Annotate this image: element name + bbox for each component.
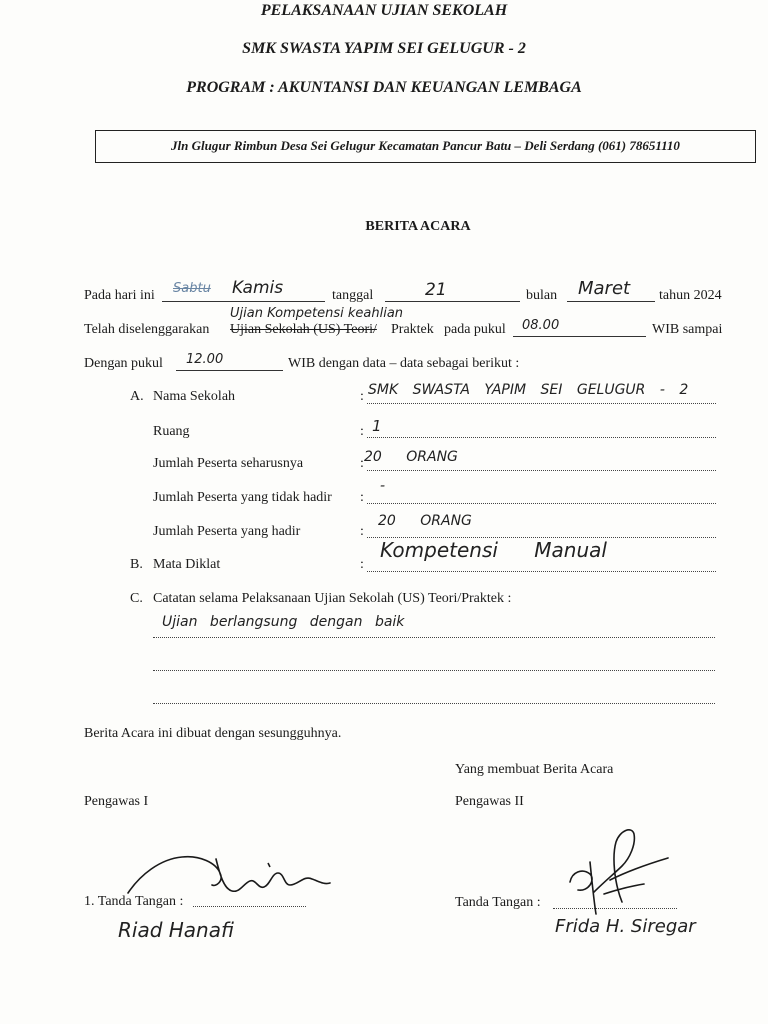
jenis-rest: Praktek xyxy=(391,322,434,337)
tanda-tangan-1-label: 1. Tanda Tangan : xyxy=(84,894,184,909)
ruang-value: 1 xyxy=(372,417,382,435)
hari-line xyxy=(162,301,325,302)
ruang-colon: : xyxy=(360,424,364,439)
jml-tidak-hadir-colon: : xyxy=(360,490,364,505)
catatan-dots-2 xyxy=(153,670,715,671)
tahun-label: tahun 2024 xyxy=(659,288,722,303)
mata-diklat-label: Mata Diklat xyxy=(153,557,221,572)
header-title-line3: PROGRAM : AKUNTANSI DAN KEUANGAN LEMBAGA xyxy=(186,79,582,96)
mata-diklat-value: Kompetensi Manual xyxy=(380,538,607,562)
catatan-dots-3 xyxy=(153,703,715,704)
jml-tidak-hadir-label: Jumlah Peserta yang tidak hadir xyxy=(153,490,332,505)
jml-hadir-label: Jumlah Peserta yang hadir xyxy=(153,524,301,539)
b-letter: B. xyxy=(130,557,143,572)
nama-sekolah-dots xyxy=(367,403,716,404)
signature-1-name: Riad Hanafi xyxy=(118,918,234,942)
closing-text: Berita Acara ini dibuat dengan sesungguhnya. xyxy=(84,726,342,741)
pada-pukul-label: pada pukul xyxy=(444,322,506,337)
address-text: Jln Glugur Rimbun Desa Sei Gelugur Kecamatan Pancur Batu – Deli Serdang (061) 78651110 xyxy=(171,138,680,153)
catatan-value: Ujian berlangsung dengan baik xyxy=(162,614,405,630)
jml-seharusnya-dots xyxy=(367,470,716,471)
tanggal-line xyxy=(385,301,520,302)
hari-crossed-out: Sabtu xyxy=(173,281,211,296)
pada-hari-ini-label: Pada hari ini xyxy=(84,288,155,303)
jenis-struck: Ujian Sekolah (US) Teori/ xyxy=(230,322,377,337)
ruang-dots xyxy=(367,437,716,438)
nama-sekolah-value: SMK SWASTA YAPIM SEI GELUGUR - 2 xyxy=(368,382,689,398)
signature-1-mark xyxy=(120,845,350,915)
mata-diklat-colon: : xyxy=(360,557,364,572)
jenis-handwritten: Ujian Kompetensi keahlian xyxy=(230,306,404,321)
wib-data-label: WIB dengan data – data sebagai berikut : xyxy=(288,356,520,371)
tanda-tangan-2-label: Tanda Tangan : xyxy=(455,895,541,910)
jml-hadir-colon: : xyxy=(360,524,364,539)
address-box xyxy=(95,130,756,163)
signature-2-name: Frida H. Siregar xyxy=(555,916,696,937)
nama-sekolah-label: Nama Sekolah xyxy=(153,389,236,404)
pengawas1-label: Pengawas I xyxy=(84,794,149,809)
bulan-label: bulan xyxy=(526,288,558,303)
jml-seharusnya-value: 20 ORANG xyxy=(364,449,458,465)
pukul-selesai-line xyxy=(176,370,283,371)
hari-value: Kamis xyxy=(232,278,284,298)
tanggal-value: 21 xyxy=(425,280,447,300)
pukul-mulai-line xyxy=(513,336,646,337)
jml-seharusnya-colon: : xyxy=(360,456,364,471)
telah-label: Telah diselenggarakan xyxy=(84,322,210,337)
yang-membuat-label: Yang membuat Berita Acara xyxy=(455,762,614,777)
catatan-dots-1 xyxy=(153,637,715,638)
c-letter: C. xyxy=(130,591,143,606)
wib-sampai-label: WIB sampai xyxy=(652,322,723,337)
catatan-label: Catatan selama Pelaksanaan Ujian Sekolah (US) Teori/Praktek : xyxy=(153,591,512,606)
jml-seharusnya-label: Jumlah Peserta seharusnya xyxy=(153,456,304,471)
jml-hadir-value: 20 ORANG xyxy=(378,513,472,529)
header-title-line2: SMK SWASTA YAPIM SEI GELUGUR - 2 xyxy=(242,40,526,57)
bulan-value: Maret xyxy=(578,278,631,299)
nama-sekolah-colon: : xyxy=(360,389,364,404)
tanggal-label: tanggal xyxy=(332,288,374,303)
jml-tidak-hadir-dots xyxy=(367,503,716,504)
dengan-pukul-label: Dengan pukul xyxy=(84,356,163,371)
jml-tidak-hadir-value: - xyxy=(380,478,386,494)
header-title-line1: PELAKSANAAN UJIAN SEKOLAH xyxy=(260,2,508,19)
a-letter: A. xyxy=(130,389,144,404)
mata-diklat-dots xyxy=(367,571,716,572)
pukul-mulai-value: 08.00 xyxy=(522,318,560,333)
pukul-selesai-value: 12.00 xyxy=(186,352,224,367)
pengawas2-label: Pengawas II xyxy=(455,794,524,809)
ruang-label: Ruang xyxy=(153,424,190,439)
document-title: BERITA ACARA xyxy=(365,219,471,234)
bulan-line xyxy=(567,301,655,302)
